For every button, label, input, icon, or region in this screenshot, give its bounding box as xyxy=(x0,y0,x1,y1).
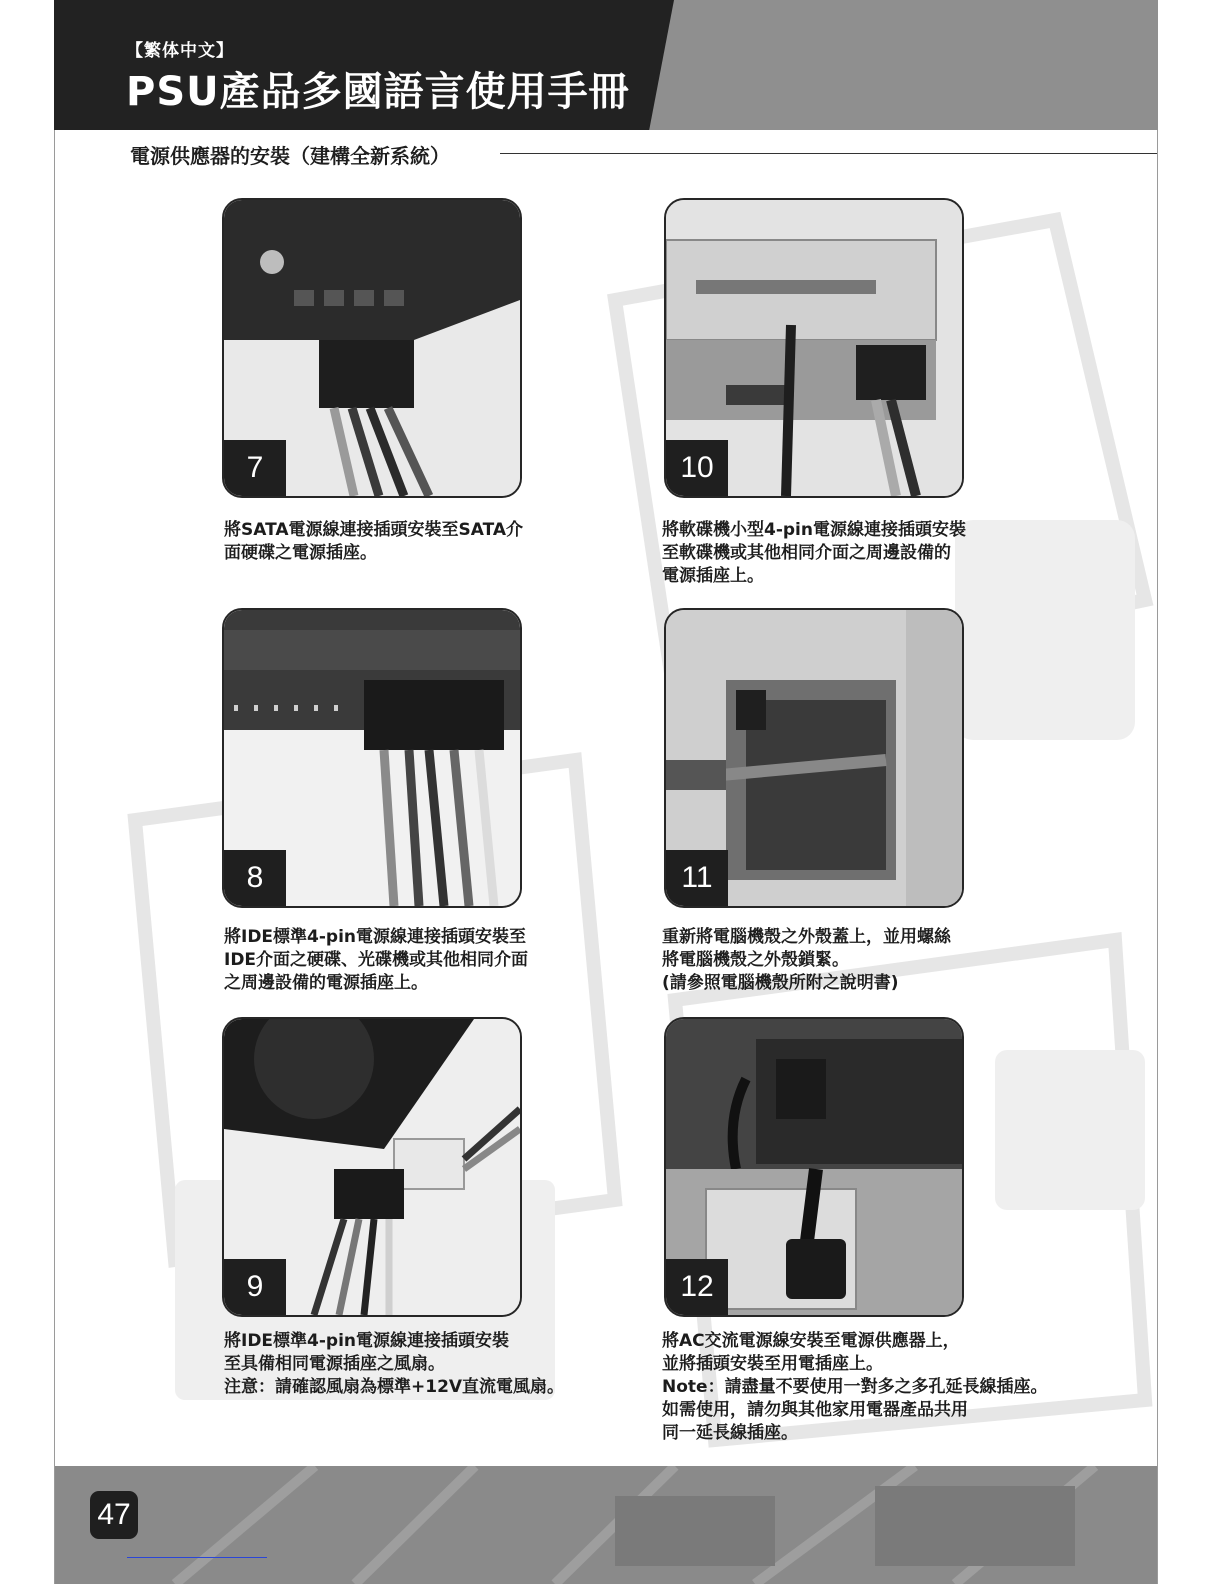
caption-line: (請參照電腦機殼所附之說明書) xyxy=(662,973,899,993)
caption-line: 至具備相同電源插座之風扇。 xyxy=(224,1354,445,1374)
step-number: 7 xyxy=(224,440,286,496)
caption-line: 之周邊設備的電源插座上。 xyxy=(224,973,428,993)
step-9-image xyxy=(222,1017,522,1317)
step-7-image xyxy=(222,198,522,498)
step-7-caption xyxy=(224,519,523,565)
step-number: 11 xyxy=(666,850,728,906)
caption-line: 將AC交流電源線安裝至電源供應器上， xyxy=(662,1331,960,1351)
step-number: 9 xyxy=(224,1259,286,1315)
section-title: 電源供應器的安裝（建構全新系統） xyxy=(130,140,456,169)
caption-line: 將SATA電源線連接插頭安裝至SATA介 xyxy=(224,520,524,540)
caption-line: Note：請盡量不要使用一對多之多孔延長線插座。 xyxy=(662,1377,1048,1397)
caption-line: 並將插頭安裝至用電插座上。 xyxy=(662,1354,883,1374)
caption-line: 如需使用，請勿與其他家用電器產品共用 xyxy=(662,1400,968,1420)
caption-line: 至軟碟機或其他相同介面之周邊設備的 xyxy=(662,543,951,563)
caption-line: 電源插座上。 xyxy=(662,566,764,586)
caption-line: 面硬碟之電源插座。 xyxy=(224,543,377,563)
caption-line: IDE介面之硬碟、光碟機或其他相同介面 xyxy=(224,950,529,970)
caption-line: 將電腦機殼之外殼鎖緊。 xyxy=(662,950,849,970)
step-11-image xyxy=(664,608,964,908)
step-8-caption xyxy=(224,926,528,995)
caption-line: 注意：請確認風扇為標準+12V直流電風扇。 xyxy=(224,1377,565,1397)
step-11-caption xyxy=(662,926,951,995)
step-number: 8 xyxy=(224,850,286,906)
caption-line: 將IDE標準4-pin電源線連接插頭安裝 xyxy=(224,1331,510,1351)
page-number: 47 xyxy=(90,1491,138,1539)
step-number: 12 xyxy=(666,1259,728,1315)
step-8-image xyxy=(222,608,522,908)
step-9-caption xyxy=(224,1330,564,1399)
caption-line: 同一延長線插座。 xyxy=(662,1423,798,1443)
section-rule xyxy=(500,153,1157,154)
document-title: PSU產品多國語言使用手冊 xyxy=(126,69,630,115)
footer-band xyxy=(55,1466,1158,1584)
step-10-image xyxy=(664,198,964,498)
footer-texture xyxy=(55,1466,1158,1584)
language-tag: 【繁体中文】 xyxy=(126,41,234,61)
caption-line: 將軟碟機小型4-pin電源線連接插頭安裝 xyxy=(662,520,966,540)
caption-line: 重新將電腦機殼之外殼蓋上，並用螺絲 xyxy=(662,927,951,947)
step-number: 10 xyxy=(666,440,728,496)
step-12-caption xyxy=(662,1330,1048,1445)
caption-line: 將IDE標準4-pin電源線連接插頭安裝至 xyxy=(224,927,527,947)
step-10-caption xyxy=(662,519,966,588)
link-underline[interactable] xyxy=(127,1557,267,1558)
step-12-image xyxy=(664,1017,964,1317)
